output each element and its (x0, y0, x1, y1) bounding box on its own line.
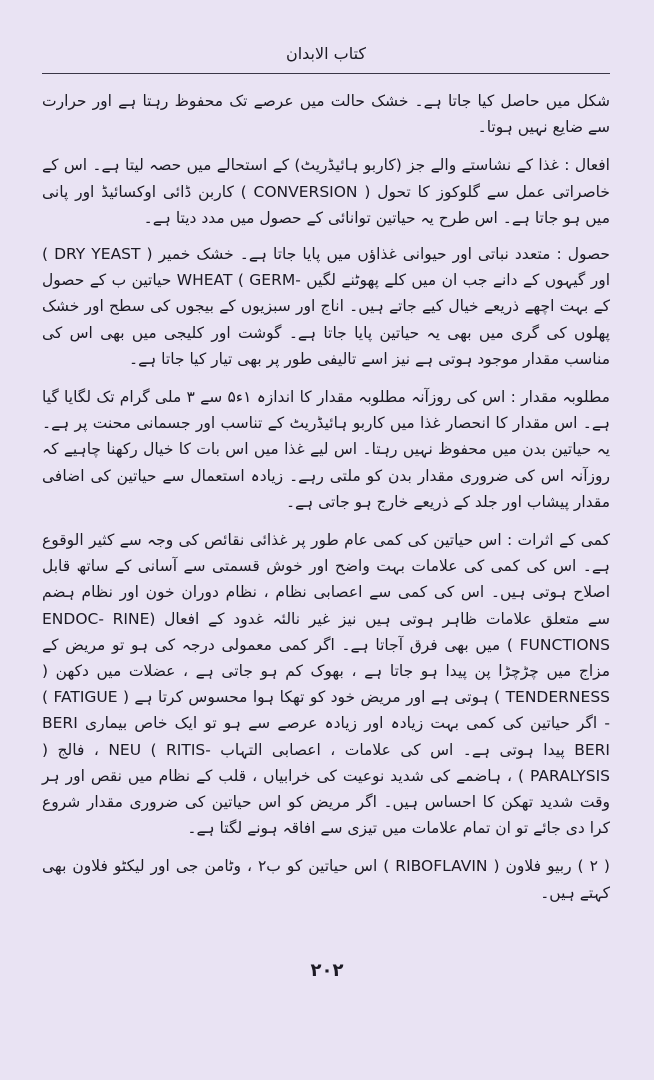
paragraph-riboflavin: ( ۲ ) ربیو فلاون ( RIBOFLAVIN ) اس حیاتین کو ب۲ ، وٹامن جی اور لیکٹو فلاون بھی کہتے ہیں۔ (42, 857, 610, 902)
paragraph-deficiency-effects: کمی کے اثرات : اس حیاتین کی کمی عام طور پر غذائی نقائص کی وجہ سے کثیر الوقوع ہے۔ اس کی کمی کی علامات بہت واضح اور خوش قسمتی سے آسانی کے ساتھ قابل اصلاح ہوتی ہیں۔ اس کی کمی سے اعصابی نظام ، نظام دوران خون اور نظام ہضم سے متعلق علامات ظاہر ہوتی ہیں نیز غیر نالئہ غدود کے افعال (ENDOC- RINE FUNCTIONS ) میں بھی فرق آجاتا ہے۔ اگر کمی معمولی درجہ کی ہو تو مریض کے مزاج میں چڑچڑا پن پیدا ہو جاتا ہے ، بھوک کم ہو جاتی ہے ، عضلات میں دکھن ( TENDERNESS ) ہوتی ہے اور مریض خود کو تھکا ہوا محسوس کرتا ہے ( FATIGUE ) - اگر حیاتین کی کمی بہت زیادہ اور زیادہ عرصے سے ہو تو ایک خاص بیماری BERI BERI پیدا ہوتی ہے۔ اس کی علامات ، اعصابی التہاب -NEU ( RITIS ، فالج ( PARALYSIS ) ، ہاضمے کی شدید نوعیت کی خرابیاں ، قلب کے نظام میں نقص اور ہر وقت شدید تھکن کا احساس ہیں۔ اگر مریض کو اس حیاتین کی ضروری مقدار شروع کرا دی جائے تو ان تمام علامات میں تیزی سے افاقہ ہونے لگتا ہے۔ (42, 531, 610, 838)
paragraph-required-quantity: مطلوبہ مقدار : اس کی روزآنہ مطلوبہ مقدار کا اندازہ ۱ء۵ سے ۳ ملی گرام تک لگایا گیا ہے۔ اس مقدار کا انحصار غذا میں کاربو ہائیڈریٹ کے تناسب اور جسمانی محنت پر ہے۔ یہ حیاتین بدن میں محفوظ نہیں رہتا۔ اس لیے غذا میں اس بات کا خیال رکھنا چاہیے کہ روزآنہ اس کی ضروری مقدار بدن کو ملتی رہے۔ زیادہ استعمال سے حیاتین کی اضافی مقدار پیشاب اور جلد کے ذریعے خارج ہو جاتی ہے۔ (42, 388, 610, 511)
page-number: ۲۰۲ (310, 960, 344, 981)
paragraph-functions: افعال : غذا کے نشاستے والے جز (کاربو ہائیڈریٹ) کے استحالے میں حصہ لیتا ہے۔ اس کے خاصراتی عمل سے گلوکوز کا تحول ( CONVERSION ) کاربن ڈائی اوکسائیڈ اور پانی میں ہو جاتا ہے۔ اس طرح یہ حیاتین توانائی کے حصول میں مدد دیتا ہے۔ (42, 156, 610, 227)
running-header: کتاب الابدان (285, 44, 367, 63)
paragraph-preparation: شکل میں حاصل کیا جاتا ہے۔ خشک حالت میں عرصے تک محفوظ رہتا ہے اور حرارت سے ضایع نہیں ہوتا۔ (42, 92, 610, 137)
paragraph-sources: حصول : متعدد نباتی اور حیوانی غذاؤں میں پایا جاتا ہے۔ خشک خمیر ( DRY YEAST ) اور گیہوں کے دانے جب ان میں کلے پھوٹنے لگیں -WHEAT ( GERM حیاتین ب کے حصول کے بہت اچھے ذریعے خیال کیے جاتے ہیں۔ اناج اور سبزیوں کے بیجوں کی سطح اور خشک پھلوں کی گری میں بھی یہ حیاتین پایا جاتا ہے۔ گوشت اور کلیجی میں بھی اس کی مناسب مقدار موجود ہوتی ہے نیز اسے تالیفی طور پر بھی تیار کیا جاتا ہے۔ (42, 245, 610, 368)
header-divider (42, 73, 610, 74)
